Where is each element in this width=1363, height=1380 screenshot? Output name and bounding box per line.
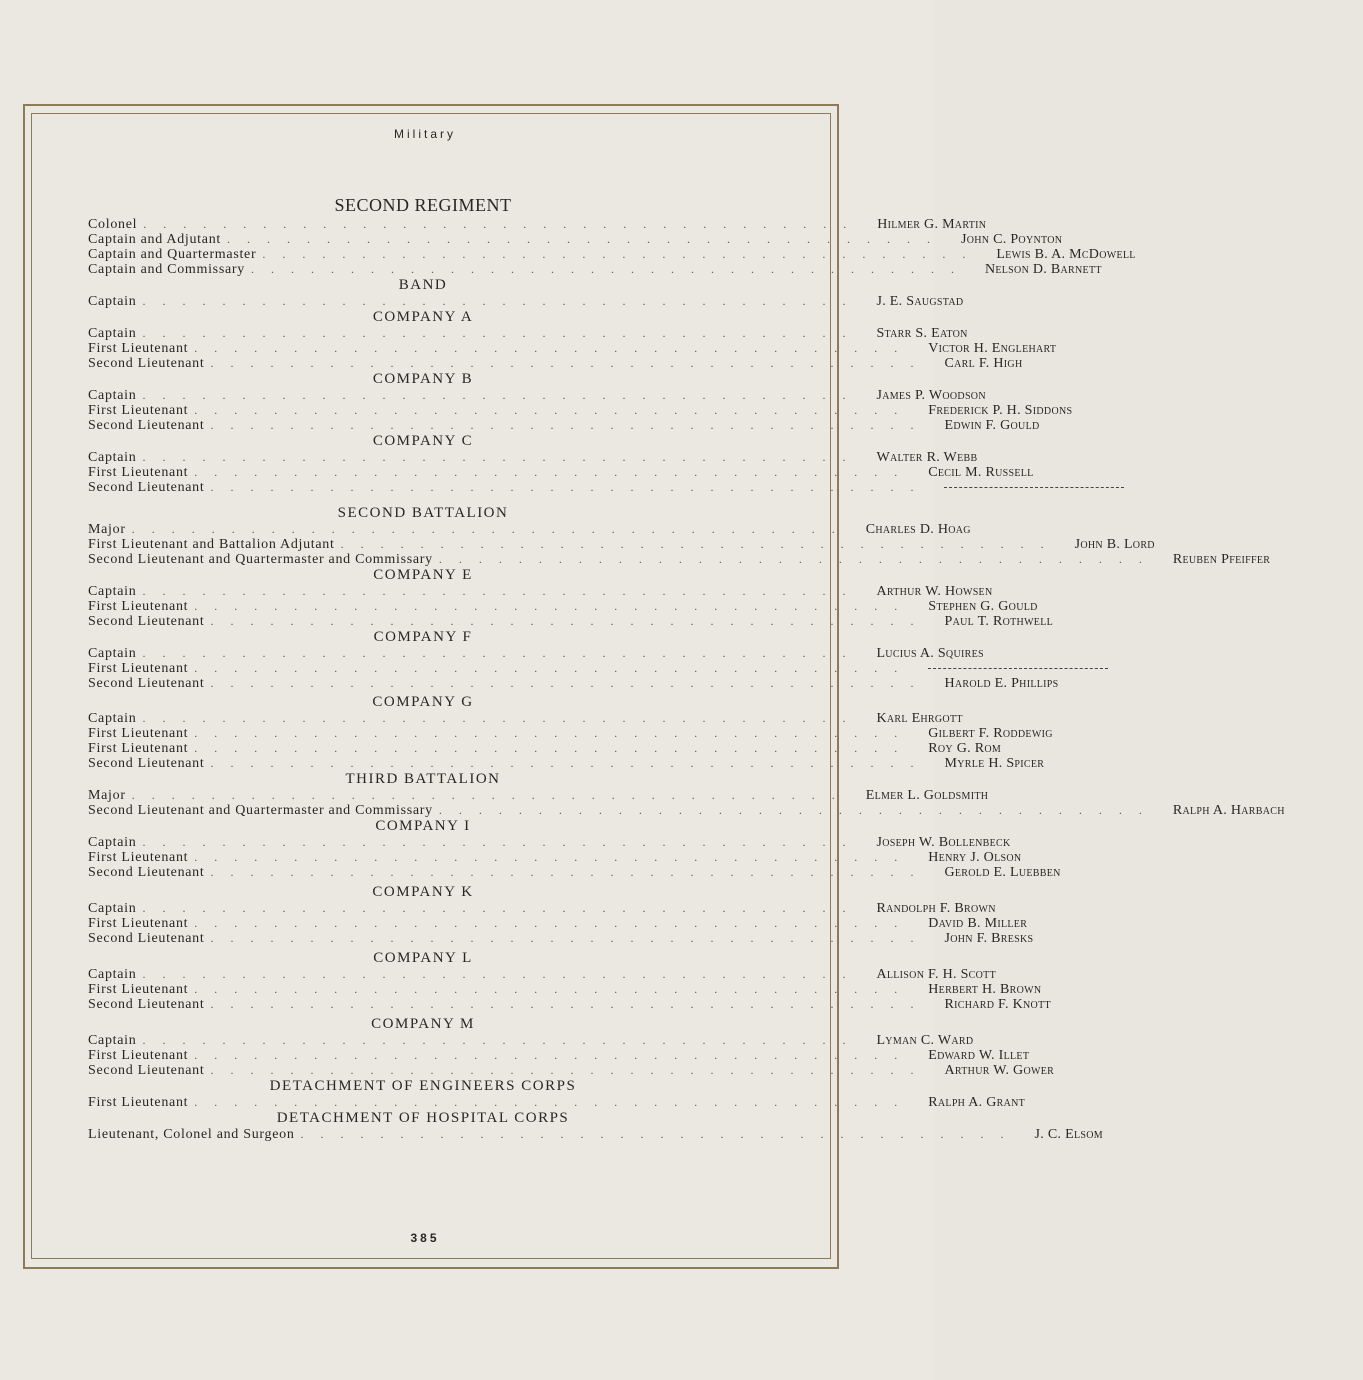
roster-row [88, 465, 1034, 480]
rank-label: Major [88, 522, 126, 537]
dot-leader: . . . . . . . . . . . . . . . . . . . . . . . . . . . . . . . . . . . . [194, 661, 905, 675]
rank-label: Captain [88, 646, 137, 661]
rank-label: Captain and Quartermaster [88, 247, 257, 262]
dot-leader: . . . . . . . . . . . . . . . . . . . . . . . . . . . . . . . . . . . . [210, 356, 921, 370]
running-header: Military [394, 127, 456, 141]
rank-label: Second Lieutenant [88, 1063, 205, 1078]
officer-name: Elmer L. Goldsmith [865, 788, 989, 803]
section-title: COMPANY C [372, 433, 474, 449]
rank-label: Captain [88, 450, 137, 465]
dot-leader: . . . . . . . . . . . . . . . . . . . . . . . . . . . . . . . . . . . . [142, 835, 853, 849]
dot-leader: . . . . . . . . . . . . . . . . . . . . . . . . . . . . . . . . . . . . [131, 788, 842, 802]
officer-name: Arthur W. Howsen [876, 584, 993, 599]
dot-leader: . . . . . . . . . . . . . . . . . . . . . . . . . . . . . . . . . . . . [438, 552, 1149, 566]
roster-row [88, 982, 1042, 997]
dot-leader: . . . . . . . . . . . . . . . . . . . . . . . . . . . . . . . . . . . . [194, 465, 905, 479]
rank-label: Second Lieutenant and Quartermaster and Commissary [88, 552, 433, 567]
officer-name: David B. Miller [928, 916, 1028, 931]
rank-label: First Lieutenant [88, 341, 189, 356]
officer-name: John B. Lord [1074, 537, 1155, 552]
roster-row [88, 850, 1022, 865]
officer-name: Karl Ehrgott [876, 711, 963, 726]
roster-row [88, 997, 1051, 1012]
roster-row [88, 294, 964, 309]
rank-label: Second Lieutenant [88, 756, 205, 771]
roster-row [88, 614, 1054, 629]
rank-label: Major [88, 788, 126, 803]
roster-row [88, 916, 1028, 931]
dot-leader: . . . . . . . . . . . . . . . . . . . . . . . . . . . . . . . . . . . . [210, 865, 921, 879]
section-title: COMPANY L [373, 950, 473, 966]
section-title: COMPANY E [373, 567, 473, 583]
rank-label: Second Lieutenant [88, 614, 205, 629]
vacant-line [928, 668, 1108, 669]
roster-row [88, 646, 984, 661]
roster-row [88, 1063, 1055, 1078]
officer-name: Ralph A. Harbach [1172, 803, 1285, 818]
officer-name: Starr S. Eaton [876, 326, 968, 341]
officer-name: Harold E. Phillips [944, 676, 1059, 691]
roster-row [88, 788, 989, 803]
dot-leader: . . . . . . . . . . . . . . . . . . . . . . . . . . . . . . . . . . . . [142, 294, 853, 308]
dot-leader: . . . . . . . . . . . . . . . . . . . . . . . . . . . . . . . . . . . . [210, 614, 921, 628]
rank-label: Colonel [88, 217, 138, 232]
roster-row [88, 232, 1063, 247]
officer-name: Richard F. Knott [944, 997, 1051, 1012]
officer-name: Henry J. Olson [928, 850, 1022, 865]
rank-label: Second Lieutenant [88, 480, 205, 495]
officer-name: Randolph F. Brown [876, 901, 996, 916]
dot-leader: . . . . . . . . . . . . . . . . . . . . . . . . . . . . . . . . . . . . [142, 388, 853, 402]
dot-leader: . . . . . . . . . . . . . . . . . . . . . . . . . . . . . . . . . . . . [210, 931, 921, 945]
dot-leader: . . . . . . . . . . . . . . . . . . . . . . . . . . . . . . . . . . . . [142, 901, 853, 915]
roster-row [88, 661, 905, 676]
rank-label: Second Lieutenant [88, 356, 205, 371]
roster-row [88, 676, 1059, 691]
rank-label: First Lieutenant [88, 916, 189, 931]
dot-leader: . . . . . . . . . . . . . . . . . . . . . . . . . . . . . . . . . . . . [142, 450, 853, 464]
officer-name: Gerold E. Luebben [944, 865, 1061, 880]
roster-row [88, 341, 1057, 356]
dot-leader: . . . . . . . . . . . . . . . . . . . . . . . . . . . . . . . . . . . . [142, 584, 853, 598]
officer-name: John C. Poynton [960, 232, 1063, 247]
section-title: THIRD BATTALION [345, 771, 501, 787]
section-title: DETACHMENT OF HOSPITAL CORPS [276, 1110, 570, 1126]
rank-label: Second Lieutenant [88, 931, 205, 946]
dot-leader: . . . . . . . . . . . . . . . . . . . . . . . . . . . . . . . . . . . . [194, 341, 905, 355]
dot-leader: . . . . . . . . . . . . . . . . . . . . . . . . . . . . . . . . . . . . [143, 217, 854, 231]
rank-label: First Lieutenant [88, 1048, 189, 1063]
rank-label: Captain [88, 901, 137, 916]
rank-label: Captain and Adjutant [88, 232, 221, 247]
dot-leader: . . . . . . . . . . . . . . . . . . . . . . . . . . . . . . . . . . . . [194, 726, 905, 740]
roster-row [88, 865, 1061, 880]
dot-leader: . . . . . . . . . . . . . . . . . . . . . . . . . . . . . . . . . . . . [194, 403, 905, 417]
dot-leader: . . . . . . . . . . . . . . . . . . . . . . . . . . . . . . . . . . . . [210, 676, 921, 690]
officer-name [928, 661, 1118, 676]
dot-leader: . . . . . . . . . . . . . . . . . . . . . . . . . . . . . . . . . . . . [131, 522, 842, 536]
dot-leader: . . . . . . . . . . . . . . . . . . . . . . . . . . . . . . . . . . . . [210, 418, 921, 432]
officer-name: Carl F. High [944, 356, 1023, 371]
officer-name: Frederick P. H. Siddons [928, 403, 1073, 418]
rank-label: Captain [88, 967, 137, 982]
dot-leader: . . . . . . . . . . . . . . . . . . . . . . . . . . . . . . . . . . . . [438, 803, 1149, 817]
dot-leader: . . . . . . . . . . . . . . . . . . . . . . . . . . . . . . . . . . . . [142, 711, 853, 725]
section-title: COMPANY F [373, 629, 473, 645]
dot-leader: . . . . . . . . . . . . . . . . . . . . . . . . . . . . . . . . . . . . [194, 1095, 905, 1109]
roster-row [88, 217, 987, 232]
dot-leader: . . . . . . . . . . . . . . . . . . . . . . . . . . . . . . . . . . . . [210, 997, 921, 1011]
officer-name: Roy G. Rom [928, 741, 1002, 756]
rank-label: Second Lieutenant [88, 865, 205, 880]
roster-row [88, 756, 1045, 771]
officer-name: John F. Bresks [944, 931, 1034, 946]
rank-label: Second Lieutenant [88, 997, 205, 1012]
rank-label: First Lieutenant [88, 403, 189, 418]
dot-leader: . . . . . . . . . . . . . . . . . . . . . . . . . . . . . . . . . . . . [194, 1048, 905, 1062]
roster-row [88, 803, 1285, 818]
rank-label: First Lieutenant [88, 850, 189, 865]
dot-leader: . . . . . . . . . . . . . . . . . . . . . . . . . . . . . . . . . . . . [226, 232, 937, 246]
section-title: SECOND BATTALION [337, 505, 509, 521]
section-title: COMPANY A [372, 309, 474, 325]
officer-name: Allison F. H. Scott [876, 967, 996, 982]
rank-label: First Lieutenant [88, 1095, 189, 1110]
roster-row [88, 741, 1002, 756]
roster-row [88, 537, 1155, 552]
officer-name: Hilmer G. Martin [877, 217, 987, 232]
rank-label: First Lieutenant and Battalion Adjutant [88, 537, 335, 552]
dot-leader: . . . . . . . . . . . . . . . . . . . . . . . . . . . . . . . . . . . . [340, 537, 1051, 551]
dot-leader: . . . . . . . . . . . . . . . . . . . . . . . . . . . . . . . . . . . . [194, 850, 905, 864]
roster-row [88, 1095, 1026, 1110]
roster-row [88, 967, 996, 982]
roster-row [88, 931, 1034, 946]
roster-row [88, 388, 986, 403]
roster-row [88, 247, 1136, 262]
officer-name: Lewis B. A. McDowell [996, 247, 1136, 262]
rank-label: Captain [88, 711, 137, 726]
dot-leader: . . . . . . . . . . . . . . . . . . . . . . . . . . . . . . . . . . . . [142, 967, 853, 981]
roster-row [88, 584, 993, 599]
officer-name: Stephen G. Gould [928, 599, 1038, 614]
dot-leader: . . . . . . . . . . . . . . . . . . . . . . . . . . . . . . . . . . . . [210, 756, 921, 770]
officer-name: Gilbert F. Roddewig [928, 726, 1053, 741]
dot-leader: . . . . . . . . . . . . . . . . . . . . . . . . . . . . . . . . . . . . [210, 1063, 921, 1077]
officer-name: Paul T. Rothwell [944, 614, 1054, 629]
dot-leader: . . . . . . . . . . . . . . . . . . . . . . . . . . . . . . . . . . . . [142, 1033, 853, 1047]
rank-label: Second Lieutenant [88, 676, 205, 691]
rank-label: First Lieutenant [88, 726, 189, 741]
officer-name: James P. Woodson [876, 388, 986, 403]
roster-row [88, 726, 1053, 741]
officer-name: Ralph A. Grant [928, 1095, 1026, 1110]
roster-row [88, 835, 1011, 850]
roster-row [88, 418, 1040, 433]
vacant-line [944, 487, 1124, 488]
roster-row [88, 711, 963, 726]
officer-name: Myrle H. Spicer [944, 756, 1045, 771]
rank-label: First Lieutenant [88, 741, 189, 756]
roster-row [88, 1127, 1103, 1142]
rank-label: Lieutenant, Colonel and Surgeon [88, 1127, 295, 1142]
dot-leader: . . . . . . . . . . . . . . . . . . . . . . . . . . . . . . . . . . . . [194, 982, 905, 996]
rank-label: First Lieutenant [88, 982, 189, 997]
roster-row [88, 1048, 1030, 1063]
rank-label: Captain [88, 326, 137, 341]
dot-leader: . . . . . . . . . . . . . . . . . . . . . . . . . . . . . . . . . . . . [142, 326, 853, 340]
rank-label: Captain [88, 294, 137, 309]
officer-name: Edwin F. Gould [944, 418, 1040, 433]
dot-leader: . . . . . . . . . . . . . . . . . . . . . . . . . . . . . . . . . . . . [194, 916, 905, 930]
section-title: COMPANY M [371, 1016, 475, 1032]
dot-leader: . . . . . . . . . . . . . . . . . . . . . . . . . . . . . . . . . . . . [194, 741, 905, 755]
rank-label: First Lieutenant [88, 599, 189, 614]
roster-row [88, 901, 996, 916]
rank-label: Captain [88, 835, 137, 850]
roster-row [88, 522, 971, 537]
section-title: COMPANY I [375, 818, 471, 834]
rank-label: Captain [88, 584, 137, 599]
dot-leader: . . . . . . . . . . . . . . . . . . . . . . . . . . . . . . . . . . . . [250, 262, 961, 276]
officer-name: J. E. Saugstad [876, 294, 964, 309]
officer-name: Arthur W. Gower [944, 1063, 1055, 1078]
officer-name: Nelson D. Barnett [984, 262, 1102, 277]
officer-name [944, 480, 1134, 495]
rank-label: Captain and Commissary [88, 262, 245, 277]
section-title: DETACHMENT OF ENGINEERS CORPS [269, 1078, 577, 1094]
dot-leader: . . . . . . . . . . . . . . . . . . . . . . . . . . . . . . . . . . . . [210, 480, 921, 494]
dot-leader: . . . . . . . . . . . . . . . . . . . . . . . . . . . . . . . . . . . . [262, 247, 973, 261]
section-title: COMPANY G [372, 694, 474, 710]
roster-row [88, 480, 921, 495]
officer-name: Victor H. Englehart [928, 341, 1057, 356]
officer-name: Lucius A. Squires [876, 646, 984, 661]
dot-leader: . . . . . . . . . . . . . . . . . . . . . . . . . . . . . . . . . . . . [300, 1127, 1011, 1141]
officer-name: Reuben Pfeiffer [1172, 552, 1271, 567]
roster-row [88, 552, 1271, 567]
rank-label: Captain [88, 1033, 137, 1048]
section-title: COMPANY B [372, 371, 474, 387]
roster-row [88, 450, 978, 465]
roster-row [88, 262, 1102, 277]
roster-row [88, 599, 1038, 614]
rank-label: Captain [88, 388, 137, 403]
roster-row [88, 403, 1073, 418]
roster-row [88, 356, 1023, 371]
officer-roster [88, 193, 1285, 1142]
section-title: COMPANY K [372, 884, 474, 900]
officer-name: Edward W. Illet [928, 1048, 1030, 1063]
section-title: SECOND REGIMENT [334, 195, 512, 215]
officer-name: Walter R. Webb [876, 450, 978, 465]
dot-leader: . . . . . . . . . . . . . . . . . . . . . . . . . . . . . . . . . . . . [194, 599, 905, 613]
officer-name: Cecil M. Russell [928, 465, 1034, 480]
officer-name: J. C. Elsom [1034, 1127, 1103, 1142]
rank-label: First Lieutenant [88, 661, 189, 676]
officer-name: Lyman C. Ward [876, 1033, 974, 1048]
roster-row [88, 1033, 974, 1048]
dot-leader: . . . . . . . . . . . . . . . . . . . . . . . . . . . . . . . . . . . . [142, 646, 853, 660]
officer-name: Herbert H. Brown [928, 982, 1042, 997]
rank-label: Second Lieutenant [88, 418, 205, 433]
officer-name: Charles D. Hoag [865, 522, 971, 537]
rank-label: Second Lieutenant and Quartermaster and Commissary [88, 803, 433, 818]
rank-label: First Lieutenant [88, 465, 189, 480]
page-number: 385 [410, 1231, 440, 1245]
section-title: BAND [398, 277, 448, 293]
officer-name: Joseph W. Bollenbeck [876, 835, 1011, 850]
roster-row [88, 326, 968, 341]
